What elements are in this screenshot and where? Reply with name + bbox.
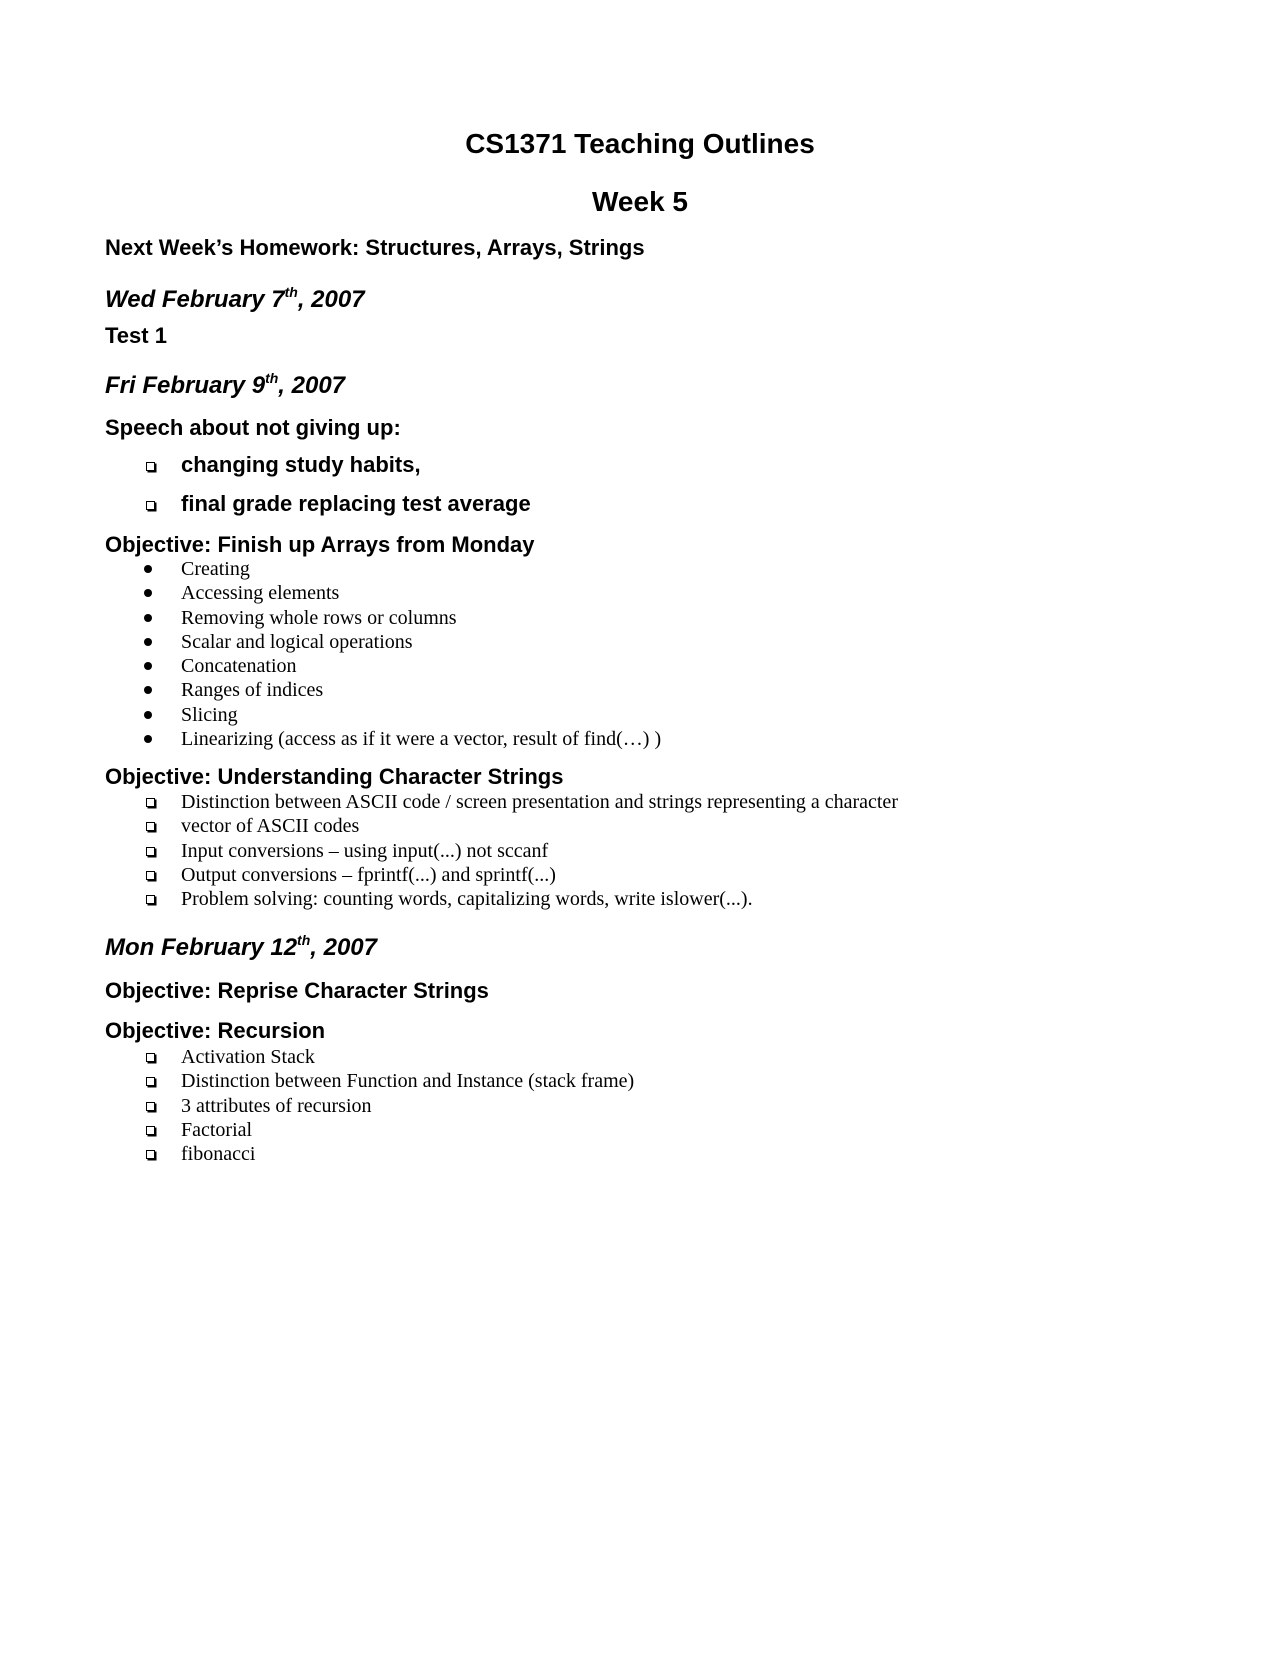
checkbox-bullet-icon	[146, 1077, 155, 1086]
checkbox-bullet-icon	[146, 798, 155, 807]
date-ordinal: th	[284, 284, 298, 300]
objective-strings-heading: Objective: Understanding Character Strings	[105, 764, 564, 789]
date-year: , 2007	[297, 286, 365, 313]
list-item-text: Scalar and logical operations	[181, 630, 413, 653]
list-item-text: Creating	[181, 558, 250, 580]
bullet-icon	[144, 711, 152, 719]
list-item-text: final grade replacing test average	[181, 491, 531, 516]
list-item-text: Removing whole rows or columns	[181, 606, 457, 629]
list-item	[105, 790, 898, 814]
strings-list	[105, 790, 898, 911]
checkbox-bullet-icon	[146, 871, 155, 880]
date-ordinal: th	[297, 932, 311, 948]
list-item	[105, 450, 531, 489]
date-year: , 2007	[310, 934, 377, 961]
bullet-icon	[144, 589, 152, 597]
list-item-text: Problem solving: counting words, capitalizing words, write islower(...).	[181, 888, 753, 911]
checkbox-bullet-icon	[146, 1102, 155, 1111]
speech-list	[105, 450, 531, 528]
list-item-text: Input conversions – using input(...) not sccanf	[181, 839, 549, 862]
bullet-icon	[144, 686, 152, 694]
list-item-text: Factorial	[181, 1118, 253, 1141]
list-item-text: Ranges of indices	[181, 679, 324, 702]
checkbox-bullet-icon	[146, 1053, 155, 1062]
list-item-text: Linearizing (access as if it were a vector, result of find(…) )	[181, 728, 662, 751]
week-title: Week 5	[592, 186, 688, 217]
list-item	[105, 887, 898, 911]
date-heading-mon	[105, 934, 377, 962]
list-item	[105, 630, 661, 654]
bullet-icon	[144, 735, 152, 743]
date-ordinal: th	[265, 370, 279, 386]
list-item	[105, 489, 531, 528]
list-item	[105, 1094, 634, 1118]
list-item	[105, 606, 661, 630]
list-item	[105, 581, 661, 605]
list-item-text: vector of ASCII codes	[181, 815, 360, 838]
checkbox-bullet-icon	[146, 895, 155, 904]
list-item	[105, 1045, 634, 1069]
list-item-text: Distinction between ASCII code / screen presentation and strings representing a character	[181, 791, 898, 813]
list-item	[105, 1142, 634, 1166]
objective-recursion-heading: Objective: Recursion	[105, 1018, 326, 1043]
list-item	[105, 678, 661, 702]
checkbox-bullet-icon	[146, 462, 155, 471]
checkbox-bullet-icon	[146, 847, 155, 856]
list-item	[105, 654, 661, 678]
list-item	[105, 814, 898, 838]
checkbox-bullet-icon	[146, 822, 155, 831]
objective-reprise-heading: Objective: Reprise Character Strings	[105, 978, 489, 1003]
objective-arrays-heading: Objective: Finish up Arrays from Monday	[105, 532, 535, 557]
bullet-icon	[144, 565, 152, 573]
date-text: Wed February 7	[105, 286, 285, 313]
list-item	[105, 727, 661, 751]
arrays-list	[105, 557, 661, 751]
list-item-text: Output conversions – fprintf(...) and sprintf(...)	[181, 863, 556, 886]
bullet-icon	[144, 662, 152, 670]
list-item-text: changing study habits,	[181, 452, 421, 477]
bullet-icon	[144, 638, 152, 646]
list-item-text: Accessing elements	[181, 582, 340, 605]
checkbox-bullet-icon	[146, 501, 155, 510]
speech-heading: Speech about not giving up:	[105, 415, 401, 440]
document-title: CS1371 Teaching Outlines	[465, 128, 815, 159]
date-heading-fri	[105, 372, 345, 400]
list-item	[105, 703, 661, 727]
bullet-icon	[144, 614, 152, 622]
list-item-text: Concatenation	[181, 655, 297, 678]
list-item	[105, 1069, 634, 1093]
homework-heading: Next Week’s Homework: Structures, Arrays, Strings	[105, 235, 645, 260]
date-heading-wed	[105, 286, 365, 314]
list-item-text: fibonacci	[181, 1143, 256, 1166]
list-item	[105, 557, 661, 581]
checkbox-bullet-icon	[146, 1150, 155, 1159]
list-item-text: Activation Stack	[181, 1046, 315, 1068]
test-heading: Test 1	[105, 323, 167, 348]
list-item-text: Slicing	[181, 703, 238, 726]
list-item-text: Distinction between Function and Instance (stack frame)	[181, 1070, 635, 1093]
checkbox-bullet-icon	[146, 1126, 155, 1135]
date-year: , 2007	[278, 372, 346, 399]
list-item	[105, 863, 898, 887]
recursion-list	[105, 1045, 634, 1166]
list-item	[105, 1118, 634, 1142]
list-item	[105, 839, 898, 863]
date-text: Mon February 12	[105, 934, 298, 961]
list-item-text: 3 attributes of recursion	[181, 1094, 372, 1117]
date-text: Fri February 9	[105, 372, 266, 399]
